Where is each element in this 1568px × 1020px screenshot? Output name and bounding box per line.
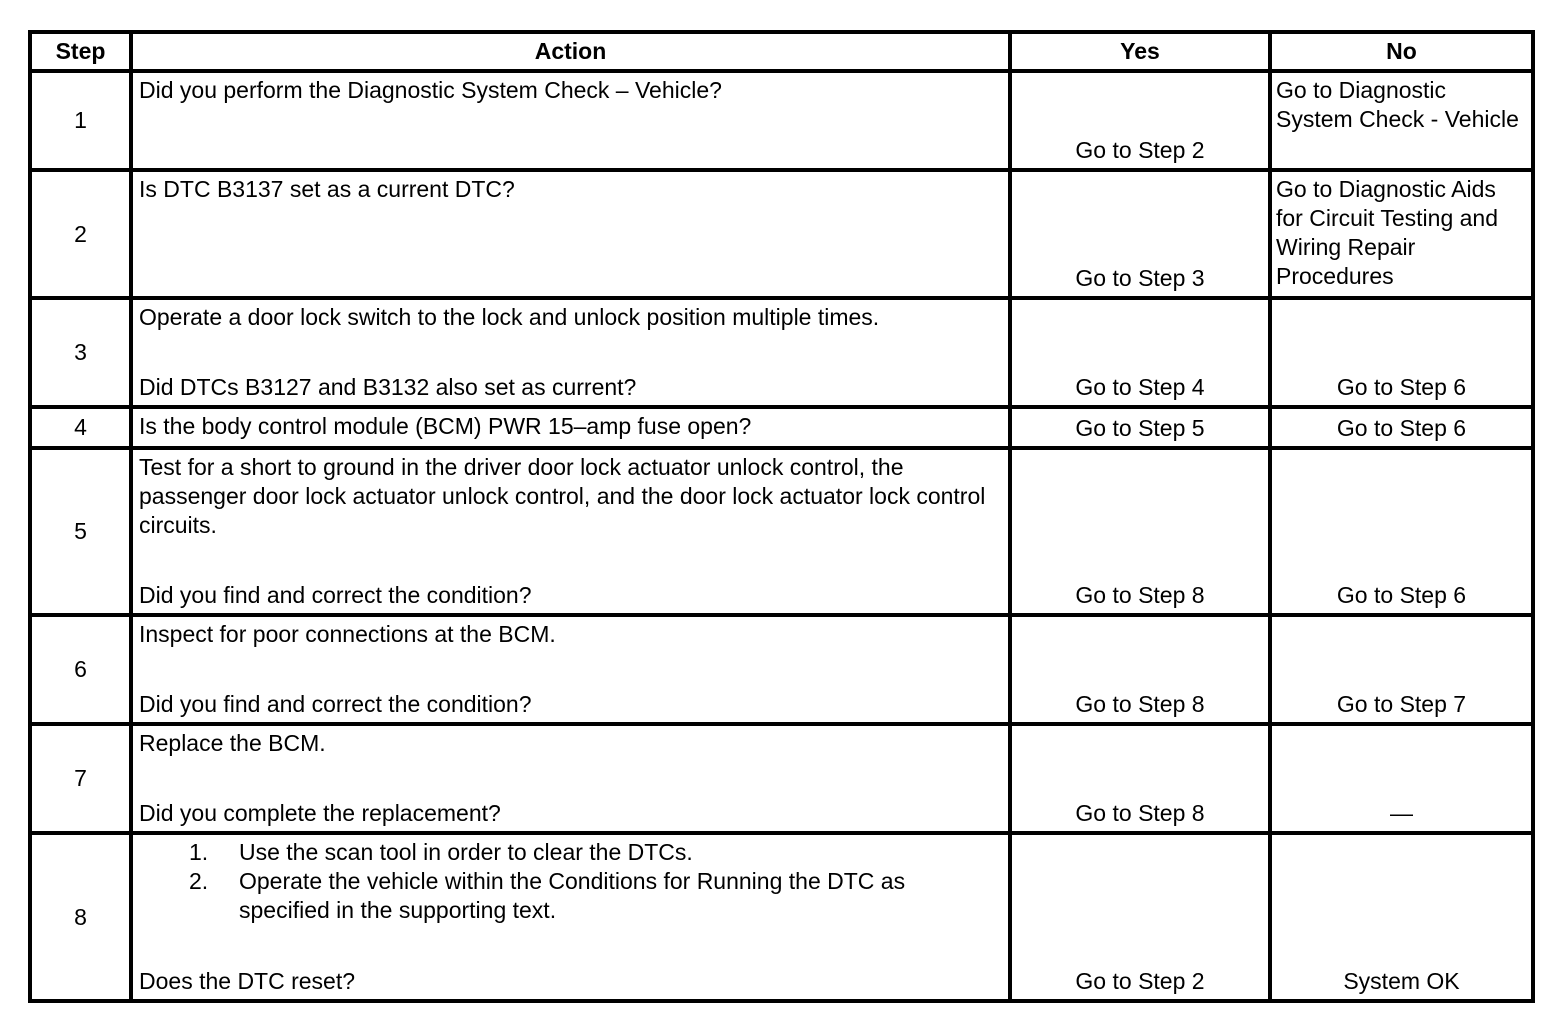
no-result: Go to Step 6 [1270, 298, 1533, 407]
yes-result: Go to Step 5 [1010, 407, 1270, 448]
table-row [30, 170, 1533, 298]
yes-result: Go to Step 4 [1010, 298, 1270, 407]
header-yes: Yes [1010, 32, 1270, 71]
no-result: Go to Step 6 [1270, 448, 1533, 615]
list-text: Operate the vehicle within the Conditions for Running the DTC as specified in the supporting text. [239, 868, 906, 923]
action-cell [131, 298, 1010, 407]
action-text: Inspect for poor connections at the BCM. [139, 621, 556, 647]
header-action: Action [131, 32, 1010, 71]
table-row [30, 448, 1533, 615]
action-text: Did you perform the Diagnostic System Check – Vehicle? [131, 71, 1010, 170]
step-number: 2 [30, 170, 131, 298]
no-result: — [1270, 724, 1533, 833]
action-question: Did DTCs B3127 and B3132 also set as current? [139, 374, 637, 400]
no-result: Go to Diagnostic Aids for Circuit Testing and Wiring Repair Procedures [1270, 170, 1533, 298]
action-text: Operate a door lock switch to the lock and unlock position multiple times. [139, 304, 880, 330]
action-text: Is DTC B3137 set as a current DTC? [131, 170, 1010, 298]
yes-result: Go to Step 8 [1010, 448, 1270, 615]
action-cell [131, 724, 1010, 833]
action-cell [131, 833, 1010, 1001]
list-text: Use the scan tool in order to clear the DTCs. [239, 839, 693, 865]
yes-result: Go to Step 3 [1010, 170, 1270, 298]
diagnostic-table [28, 30, 1535, 1003]
step-number: 1 [30, 71, 131, 170]
no-result: System OK [1270, 833, 1533, 1001]
step-number: 3 [30, 298, 131, 407]
header-step: Step [30, 32, 131, 71]
step-number: 5 [30, 448, 131, 615]
table-row [30, 615, 1533, 724]
yes-result: Go to Step 2 [1010, 71, 1270, 170]
no-result: Go to Diagnostic System Check - Vehicle [1270, 71, 1533, 170]
header-row [30, 32, 1533, 71]
step-number: 8 [30, 833, 131, 1001]
table-row [30, 724, 1533, 833]
list-item [189, 867, 1002, 925]
action-question: Does the DTC reset? [139, 968, 356, 994]
table-row [30, 71, 1533, 170]
table-row [30, 407, 1533, 448]
no-result: Go to Step 6 [1270, 407, 1533, 448]
action-question: Did you find and correct the condition? [139, 582, 532, 608]
list-number: 2. [189, 868, 209, 894]
step-number: 4 [30, 407, 131, 448]
action-question: Did you complete the replacement? [139, 800, 501, 826]
table-row [30, 833, 1533, 1001]
yes-result: Go to Step 8 [1010, 724, 1270, 833]
no-result: Go to Step 7 [1270, 615, 1533, 724]
action-cell [131, 615, 1010, 724]
action-text: Is the body control module (BCM) PWR 15–amp fuse open? [131, 407, 1010, 448]
step-number: 6 [30, 615, 131, 724]
table-row [30, 298, 1533, 407]
procedure-list [139, 838, 1002, 925]
step-number: 7 [30, 724, 131, 833]
list-item [189, 838, 1002, 867]
action-text: Replace the BCM. [139, 730, 326, 756]
header-no: No [1270, 32, 1533, 71]
yes-result: Go to Step 2 [1010, 833, 1270, 1001]
action-text: Test for a short to ground in the driver door lock actuator unlock control, the passenger door lock actuator unlock control, and the door lock actuator lock control circuits. [139, 454, 986, 538]
action-question: Did you find and correct the condition? [139, 691, 532, 717]
list-number: 1. [189, 839, 209, 865]
yes-result: Go to Step 8 [1010, 615, 1270, 724]
action-cell [131, 448, 1010, 615]
